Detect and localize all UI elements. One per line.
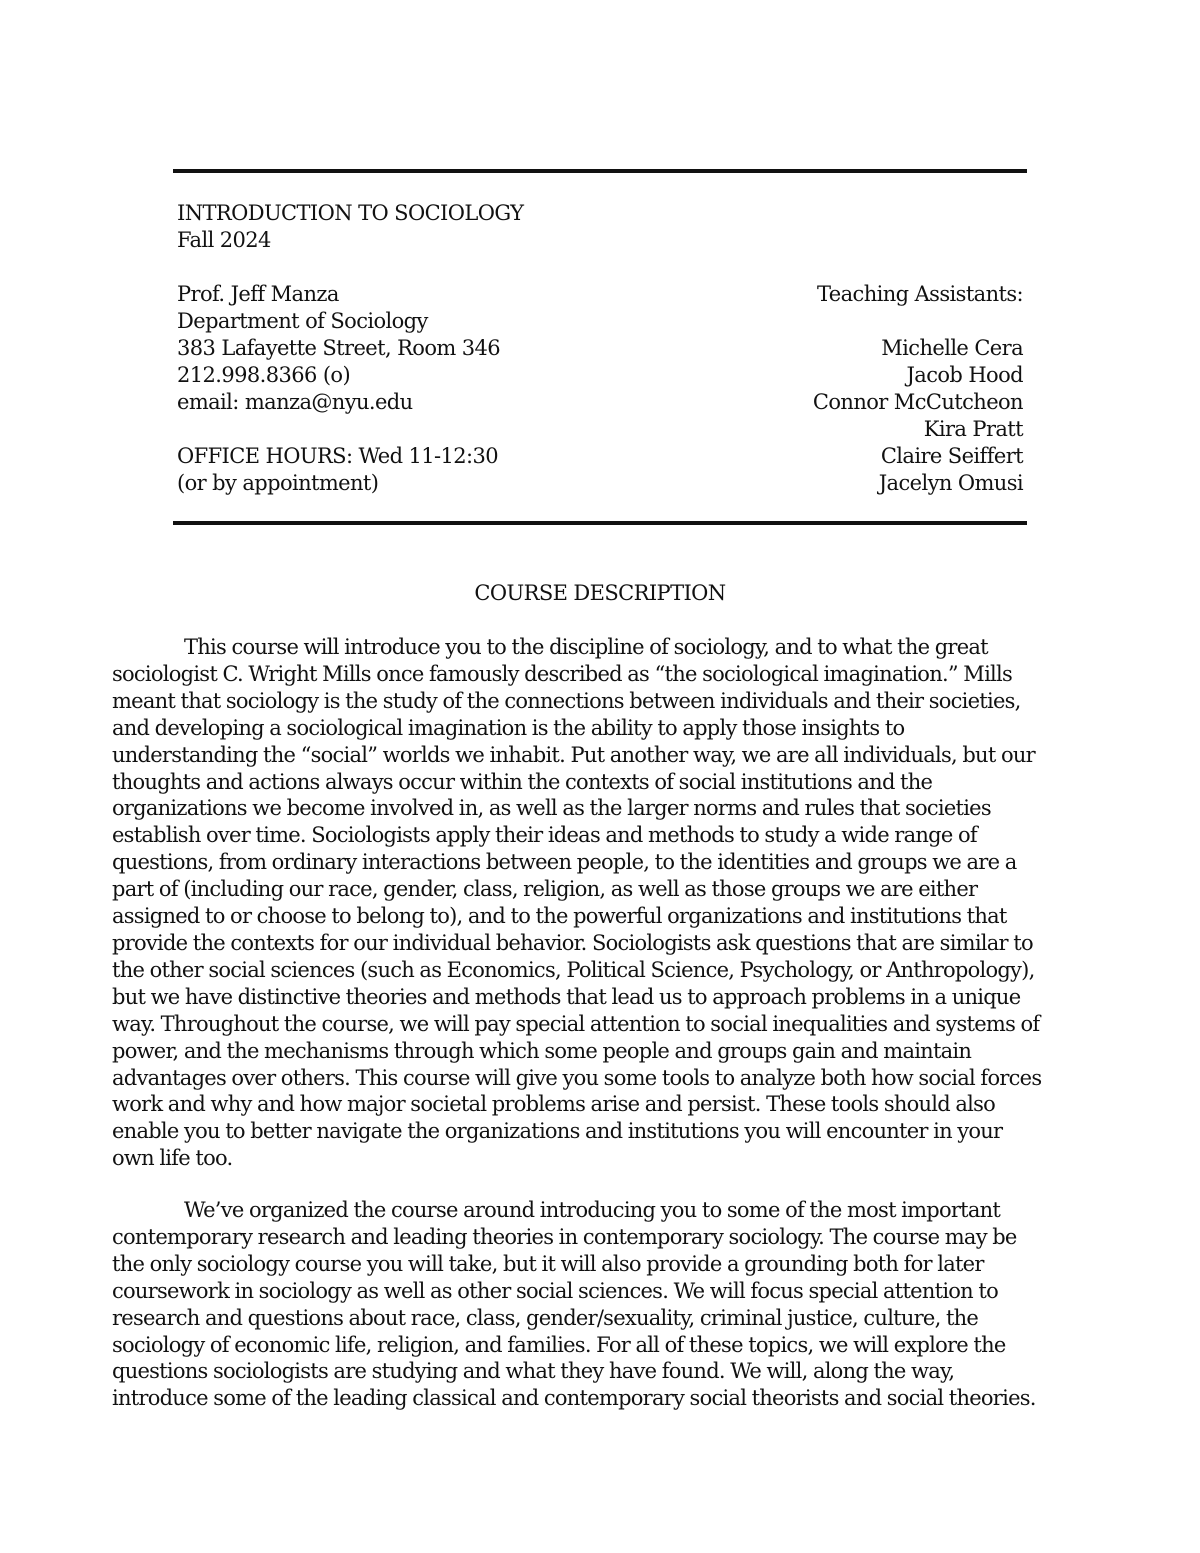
paragraph-line: and developing a sociological imagination is the ability to apply those insights to: [112, 715, 905, 740]
header-bottom-rule: [173, 521, 1027, 525]
paragraph-line: meant that sociology is the study of the connections between individuals and their societies,: [112, 688, 1021, 713]
paragraph-line: way. Throughout the course, we will pay special attention to social inequalities and systems of: [112, 1011, 1040, 1036]
instructor-email: email: manza@nyu.edu: [177, 390, 413, 414]
paragraph-line: contemporary research and leading theories in contemporary sociology. The course may be: [112, 1224, 1017, 1249]
ta-name: Jacob Hood: [906, 363, 1023, 387]
paragraph-line: the other social sciences (such as Economics, Political Science, Psychology, or Anthropology),: [112, 957, 1035, 982]
paragraph-line: work and why and how major societal problems arise and persist. These tools should also: [112, 1092, 996, 1117]
ta-name: Michelle Cera: [881, 336, 1023, 360]
paragraph-line: sociology of economic life, religion, and families. For all of these topics, we will explore the: [112, 1332, 1006, 1357]
paragraph-line: This course will introduce you to the discipline of sociology, and to what the great: [184, 635, 988, 659]
office-hours: OFFICE HOURS: Wed 11-12:30: [177, 444, 499, 468]
paragraph-line: own life too.: [112, 1146, 233, 1171]
header-top-rule: [173, 169, 1027, 173]
paragraph-line: understanding the “social” worlds we inhabit. Put another way, we are all individuals, but our: [112, 742, 1035, 767]
section-heading-course-description: COURSE DESCRIPTION: [474, 581, 726, 605]
paragraph-line: provide the contexts for our individual behavior. Sociologists ask questions that are similar to: [112, 930, 1033, 955]
office-hours-note: (or by appointment): [177, 471, 379, 495]
instructor-phone: 212.998.8366 (o): [177, 363, 351, 387]
paragraph-line: advantages over others. This course will give you some tools to analyze both how social forces: [112, 1065, 1042, 1090]
paragraph-line: sociologist C. Wright Mills once famously described as “the sociological imagination.” Mills: [112, 661, 1012, 686]
instructor-address: 383 Lafayette Street, Room 346: [177, 336, 501, 360]
paragraph-line: assigned to or choose to belong to), and to the powerful organizations and institutions that: [112, 904, 1007, 929]
ta-name: Kira Pratt: [923, 417, 1023, 441]
instructor-name: Prof. Jeff Manza: [177, 282, 339, 306]
paragraph-line: coursework in sociology as well as other social sciences. We will focus special attention to: [112, 1278, 998, 1303]
course-title: INTRODUCTION TO SOCIOLOGY: [177, 201, 524, 225]
paragraph-line: We’ve organized the course around introducing you to some of the most important: [184, 1198, 1001, 1222]
paragraph-line: enable you to better navigate the organizations and institutions you will encounter in your: [112, 1119, 1003, 1144]
paragraph-line: power, and the mechanisms through which some people and groups gain and maintain: [112, 1038, 972, 1063]
teaching-assistants-label: Teaching Assistants:: [817, 282, 1023, 306]
paragraph-line: but we have distinctive theories and methods that lead us to approach problems in a unique: [112, 984, 1021, 1009]
description-paragraph-2: [112, 1197, 1092, 1412]
course-info-block: [177, 200, 523, 497]
ta-name: Jacelyn Omusi: [878, 471, 1023, 495]
course-term: Fall 2024: [177, 228, 271, 252]
ta-name: Connor McCutcheon: [812, 390, 1023, 414]
paragraph-line: questions, from ordinary interactions between people, to the identities and groups we are a: [112, 850, 1017, 875]
teaching-assistants-block: [813, 281, 1023, 497]
paragraph-line: questions sociologists are studying and what they have found. We will, along the way,: [112, 1359, 955, 1384]
paragraph-line: organizations we become involved in, as well as the larger norms and rules that societies: [112, 796, 991, 821]
paragraph-line: part of (including our race, gender, class, religion, as well as those groups we are either: [112, 877, 978, 902]
instructor-department: Department of Sociology: [177, 309, 428, 333]
ta-name: Claire Seiffert: [880, 444, 1023, 468]
paragraph-line: thoughts and actions always occur within the contexts of social institutions and the: [112, 769, 933, 794]
paragraph-line: the only sociology course you will take, but it will also provide a grounding both for later: [112, 1251, 984, 1276]
description-paragraph-1: [112, 634, 1092, 1172]
paragraph-line: establish over time. Sociologists apply their ideas and methods to study a wide range of: [112, 823, 977, 848]
paragraph-line: research and questions about race, class, gender/sexuality, criminal justice, culture, the: [112, 1305, 979, 1330]
paragraph-line: introduce some of the leading classical and contemporary social theorists and social theories.: [112, 1386, 1036, 1411]
